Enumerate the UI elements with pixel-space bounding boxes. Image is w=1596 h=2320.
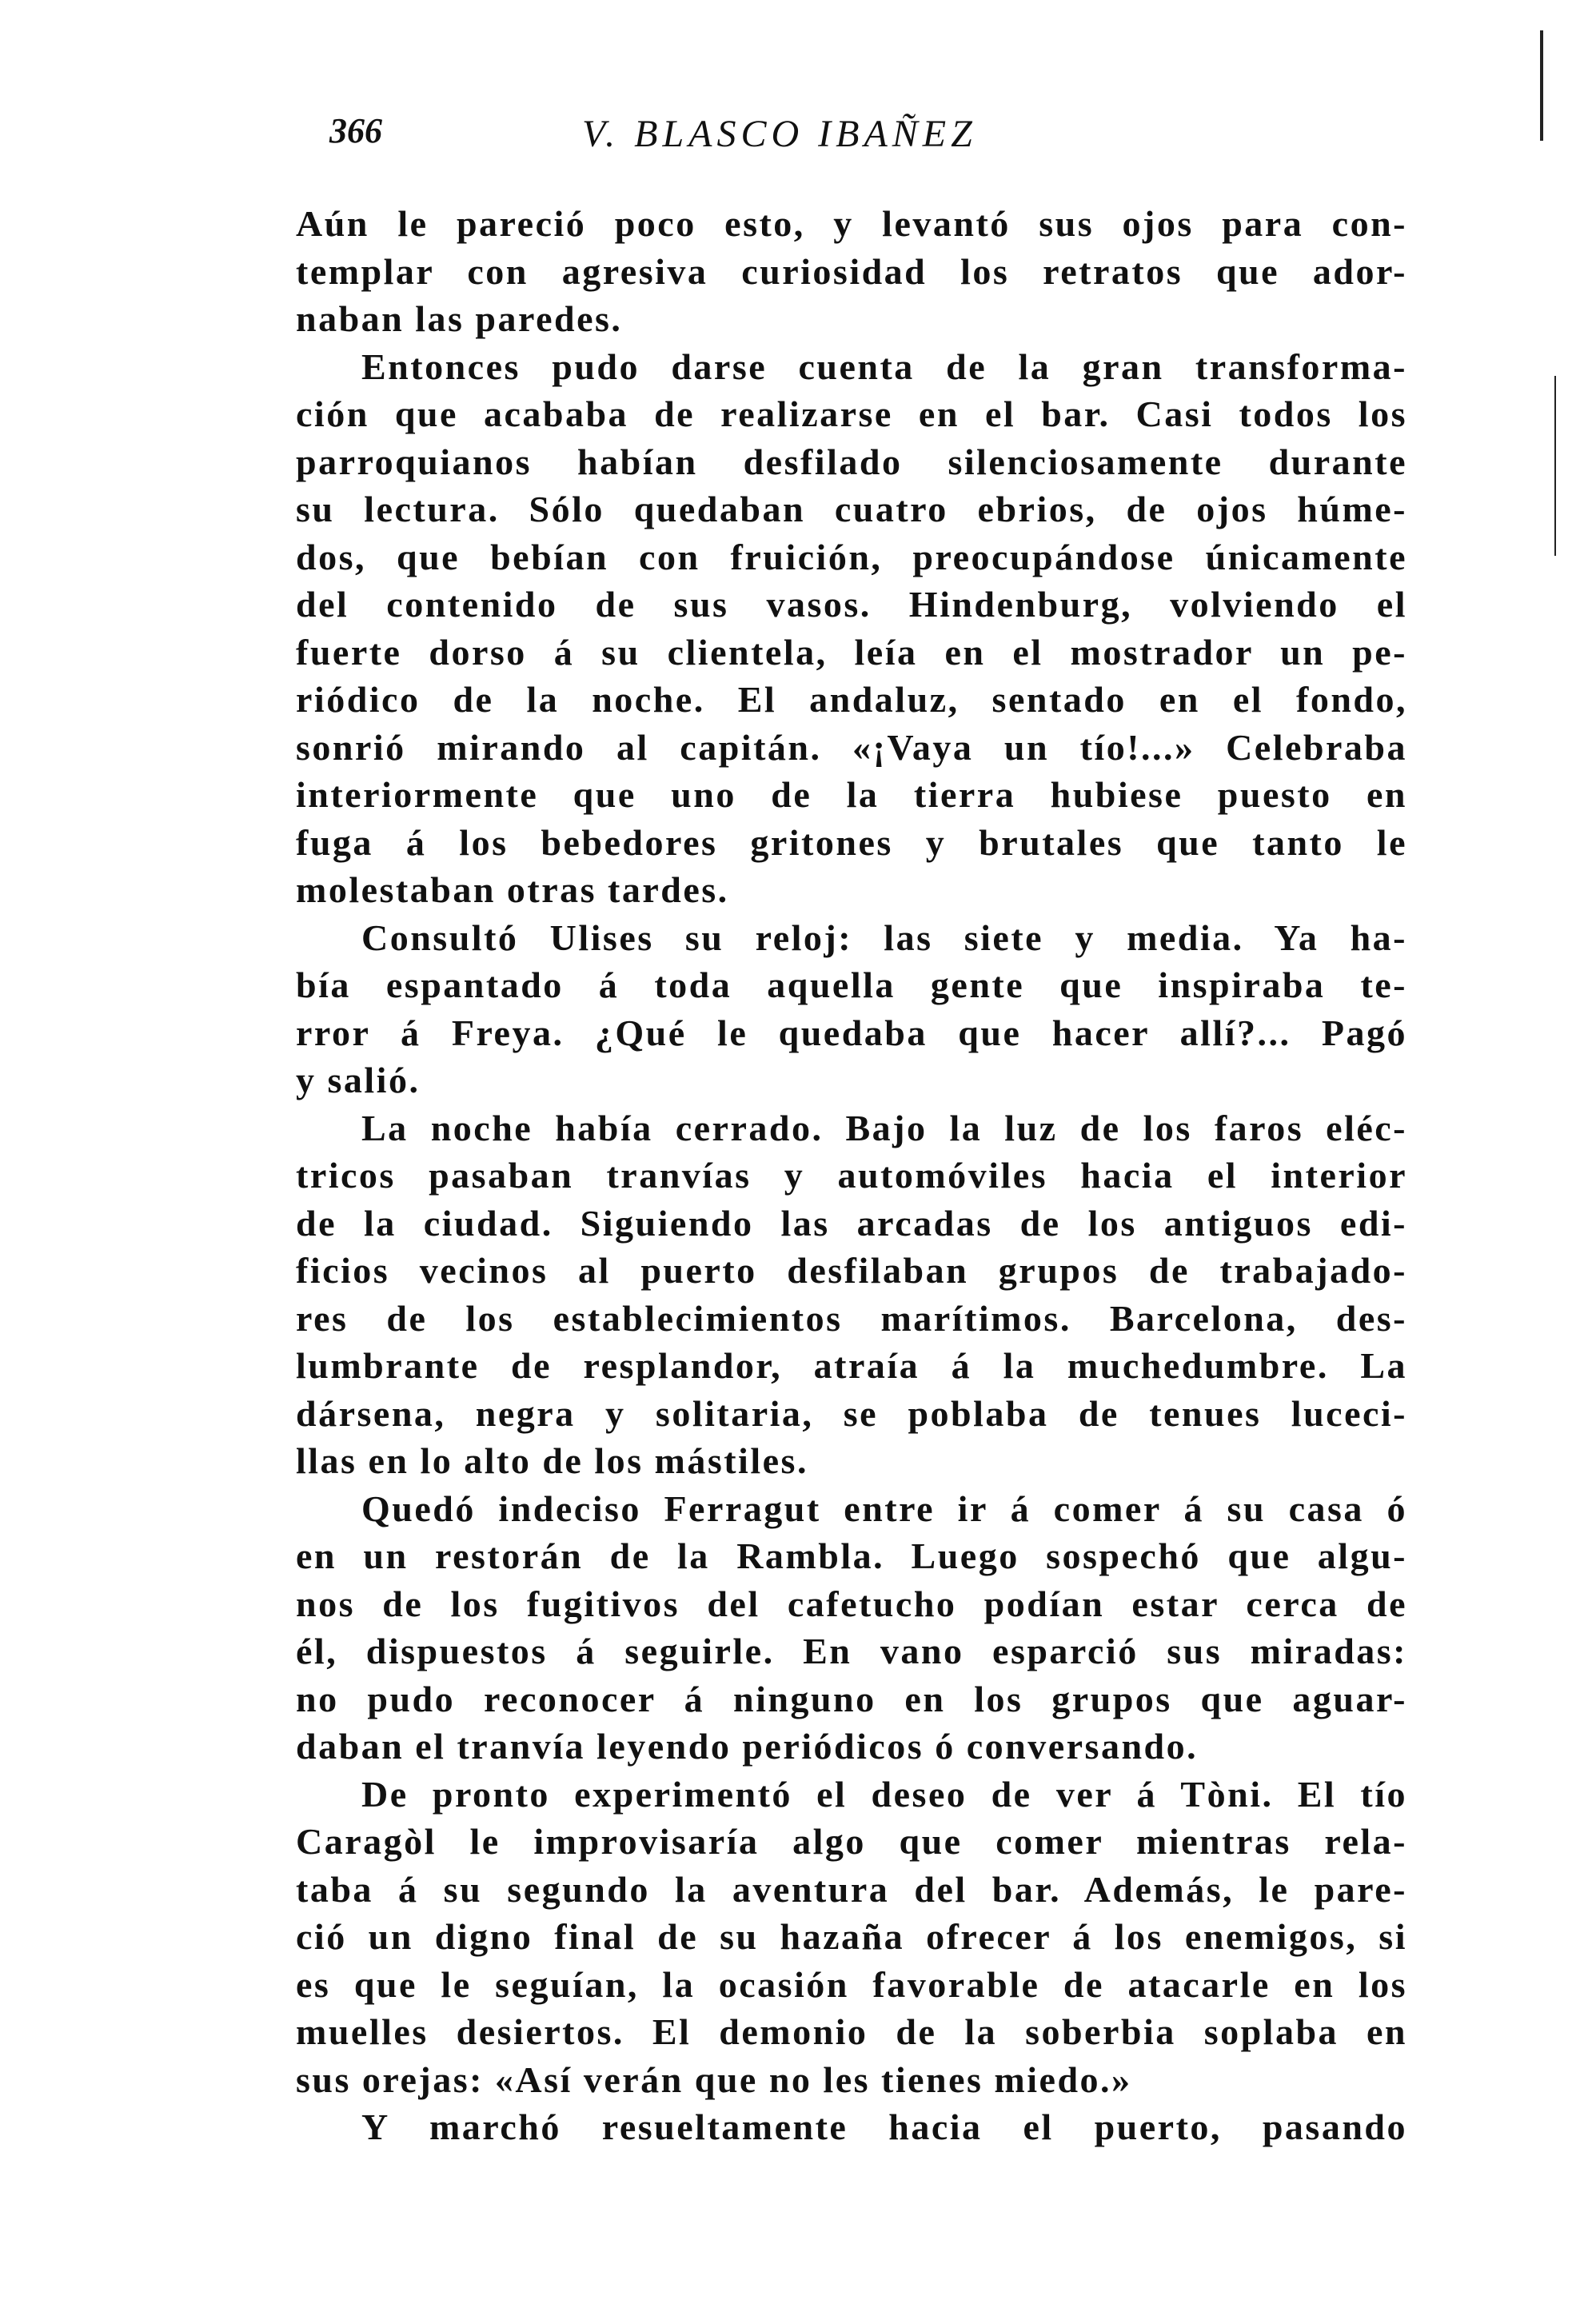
text-line: Aún le pareció poco esto, y levantó sus ojos para con- [296,203,1407,244]
text-line: riódico de la noche. El andaluz, sentado en el fondo, [296,679,1407,720]
text-line: sonrió mirando al capitán. «¡Vaya un tío!...» Celebraba [296,726,1407,768]
paragraph [296,1771,1407,2104]
text-line: templar con agresiva curiosidad los retratos que ador- [296,250,1407,292]
text-line: ció un digno final de su hazaña ofrecer á los enemigos, si [296,1916,1407,1957]
text-line: llas en lo alto de los mástiles. [296,1440,808,1481]
text-line: Consultó Ulises su reloj: las siete y media. Ya ha- [361,916,1407,958]
text-line: La noche había cerrado. Bajo la luz de los faros eléc- [361,1107,1407,1148]
text-line: Entonces pudo darse cuenta de la gran transforma- [361,345,1407,387]
paragraph [296,1104,1407,1485]
paragraph [296,2103,1407,2151]
text-line: es que le seguían, la ocasión favorable de atacarle en los [296,1963,1407,2005]
paragraph [296,914,1407,1104]
text-line: fuerte dorso á su clientela, leía en el mostrador un pe- [296,631,1407,673]
text-line: de la ciudad. Siguiendo las arcadas de los antiguos edi- [296,1202,1407,1244]
paragraph [296,343,1407,914]
text-line: nos de los fugitivos del cafetucho podían estar cerca de [296,1583,1407,1624]
text-line: no pudo reconocer á ninguno en los grupos que aguar- [296,1678,1407,1719]
body-text [296,200,1407,2151]
text-line: dársena, negra y solitaria, se poblaba de tenues luceci- [296,1392,1407,1434]
scan-edge-line [1554,376,1556,556]
text-line: tricos pasaban tranvías y automóviles hacia el interior [296,1155,1407,1196]
paragraph [296,1485,1407,1771]
text-line: del contenido de sus vasos. Hindenburg, volviendo el [296,584,1407,625]
text-line: molestaban otras tardes. [296,869,729,910]
text-line: en un restorán de la Rambla. Luego sospechó que algu- [296,1535,1407,1576]
text-line: interiormente que uno de la tierra hubiese puesto en [296,774,1407,815]
text-line: sus orejas: «Así verán que no les tienes miedo.» [296,2058,1132,2100]
text-line: parroquianos habían desfilado silenciosamente durante [296,441,1407,482]
text-line: res de los establecimientos marítimos. Barcelona, des- [296,1297,1407,1339]
running-head: V. BLASCO IBAÑEZ [582,113,977,155]
text-line: Quedó indeciso Ferragut entre ir á comer á su casa ó [361,1487,1407,1529]
text-line: fuga á los bebedores gritones y brutales que tanto le [296,821,1407,863]
text-line: dos, que bebían con fruición, preocupándose únicamente [296,536,1407,577]
text-line: lumbrante de resplandor, atraía á la muchedumbre. La [296,1345,1407,1386]
text-line: taba á su segundo la aventura del bar. Además, le pare- [296,1868,1407,1910]
text-line: ficios vecinos al puerto desfilaban grupos de trabajado- [296,1250,1407,1291]
text-line: Caragòl le improvisaría algo que comer mientras rela- [296,1821,1407,1862]
text-line: él, dispuestos á seguirle. En vano esparció sus miradas: [296,1631,1407,1671]
text-line: su lectura. Sólo quedaban cuatro ebrios, de ojos húme- [296,489,1407,529]
text-line: muelles desiertos. El demonio de la soberbia soplaba en [296,2011,1407,2052]
scan-edge-line [1540,30,1543,141]
text-line: rror á Freya. ¿Qué le quedaba que hacer allí?... Pagó [296,1012,1407,1053]
text-line: De pronto experimentó el deseo de ver á Tòni. El tío [361,1773,1407,1815]
text-line: naban las paredes. [296,298,623,339]
text-line: ción que acababa de realizarse en el bar. Casi todos los [296,393,1407,434]
paragraph [296,200,1407,343]
text-line: daban el tranvía leyendo periódicos ó conversando. [296,1726,1199,1767]
text-line: y salió. [296,1060,421,1100]
text-line: Y marchó resueltamente hacia el puerto, pasando [361,2106,1407,2147]
text-line: bía espantado á toda aquella gente que inspiraba te- [296,964,1407,1005]
page-number: 366 [329,111,382,150]
